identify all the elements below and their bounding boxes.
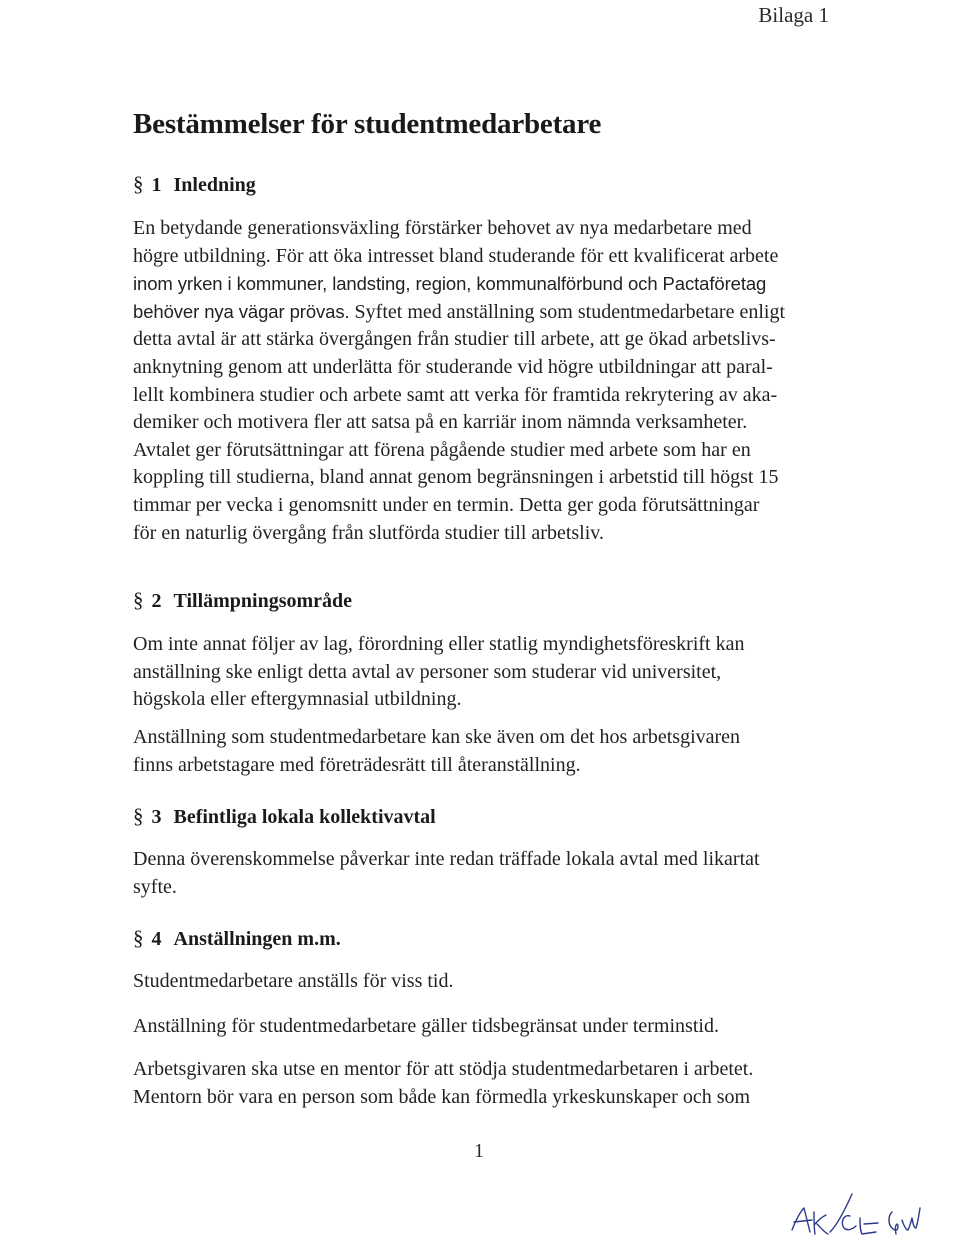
text-line: Studentmedarbetare anställs för viss tid. [133,970,454,992]
handwritten-initials [780,1182,930,1242]
text-fragment: Detta ger goda förutsättningar [519,493,760,516]
section-symbol: § [133,926,144,950]
section-2-heading [133,588,352,613]
section-symbol: § [133,804,144,828]
text-fragment: behöver nya vägar prövas. [133,300,350,322]
section-number: 4 [151,928,162,950]
text-line: Avtalet ger förutsättningar att förena pågående studier med arbete som har en [133,438,751,461]
text-line: Denna överenskommelse påverkar inte redan träffade lokala avtal med likartat [133,848,760,870]
text-line: anställning ske enligt detta avtal av personer som studerar vid universitet, [133,660,722,683]
section-4-heading [133,926,341,951]
section-title: Tillämpningsområde [173,590,353,612]
section-4-paragraph [133,1056,833,1111]
text-line: Anställning för studentmedarbetare gäller tidsbegränsat under terminstid. [133,1015,719,1037]
text-line [133,243,833,271]
text-fragment: Syftet med anställning som studentmedarbetare enligt [354,300,785,323]
section-3-paragraph [133,846,833,901]
section-number: 3 [151,806,162,828]
text-line: syfte. [133,875,177,898]
text-line: för en naturlig övergång från slutförda studier till arbetsliv. [133,521,604,544]
section-number: 2 [151,590,162,612]
text-line: inom yrken i kommuner, landsting, region, kommunalförbund och Pactaföretag [133,273,767,295]
text-line: högskola eller eftergymnasial utbildning. [133,688,462,711]
text-line: Anställning som studentmedarbetare kan ske även om det hos arbetsgivaren [133,726,741,748]
text-fragment: timmar per vecka i genomsnitt under en termin. [133,493,514,516]
section-title: Inledning [173,174,256,196]
text-line: lellt kombinera studier och arbete samt att verka för framtida rekrytering av aka- [133,383,778,406]
section-1-heading [133,172,256,197]
text-line: koppling till studierna, bland annat genom begränsningen i arbetstid till högst 15 [133,466,779,489]
appendix-label: Bilaga 1 [758,3,829,27]
page-number: 1 [474,1140,484,1162]
text-line: Om inte annat följer av lag, förordning eller statlig myndighetsföreskrift kan [133,633,745,655]
document-title: Bestämmelser för studentmedarbetare [133,108,602,140]
section-3-heading [133,804,436,829]
section-title: Anställningen m.m. [173,928,341,950]
section-1-paragraph [133,215,833,547]
section-title: Befintliga lokala kollektivavtal [173,806,436,828]
section-4-paragraph [133,968,833,996]
text-line: finns arbetstagare med företrädesrätt till återanställning. [133,753,581,776]
section-symbol: § [133,172,144,196]
text-line: detta avtal är att stärka övergången från studier till arbete, att ge ökad arbetslivs- [133,328,776,351]
text-line: demiker och motivera fler att satsa på en karriär inom nämnda verksamheter. [133,411,748,434]
text-line [133,492,833,520]
text-fragment: högre utbildning. För att öka intresset bland studerande för ett kvalificerat arbete [133,244,779,267]
section-4-paragraph [133,1013,833,1041]
section-symbol: § [133,588,144,612]
section-2-paragraph [133,724,833,779]
text-line: Mentorn bör vara en person som både kan förmedla yrkeskunskaper och som [133,1085,751,1108]
text-line: anknytning genom att underlätta för studerande vid högre utbildningar att paral- [133,355,773,378]
text-line: Arbetsgivaren ska utse en mentor för att stödja studentmedarbetaren i arbetet. [133,1058,754,1080]
section-2-paragraph [133,631,833,714]
section-number: 1 [151,174,162,196]
text-line [133,298,833,327]
text-line: En betydande generationsväxling förstärker behovet av nya medarbetare med [133,217,752,239]
